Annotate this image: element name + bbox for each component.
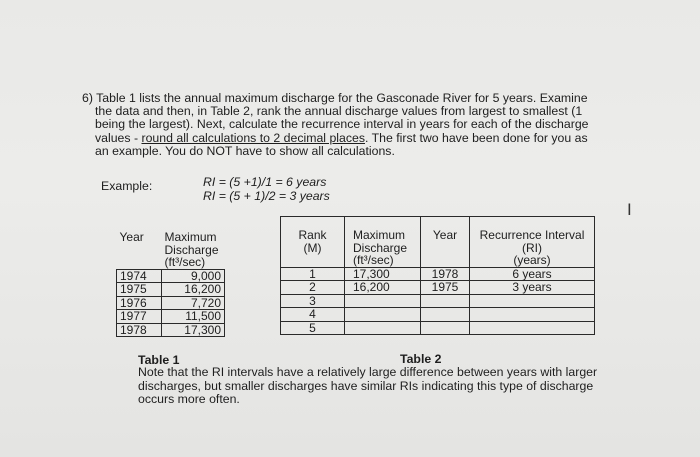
example-label: Example: (101, 179, 153, 193)
t1-header-discharge: Maximum Discharge (ft³/sec) (164, 230, 219, 269)
t2-year-input[interactable] (421, 321, 470, 335)
table-row: 4 (281, 308, 595, 322)
example-line-2: RI = (5 + 1)/2 = 3 years (203, 188, 330, 203)
t2-ri-input[interactable] (470, 321, 595, 335)
rounding-instruction: round all calculations to 2 decimal places (141, 130, 366, 145)
table-row: 1978 17,300 (117, 323, 225, 337)
table-1 (116, 231, 225, 337)
table-2 (280, 216, 595, 335)
table-row: 1 17,300 1978 6 years (281, 267, 595, 281)
question-number: 6) (82, 91, 93, 105)
text-cursor-icon: I (627, 200, 632, 219)
table-row: 1977 11,500 (117, 310, 225, 324)
t2-header-year: Year (421, 217, 470, 268)
t2-discharge-input[interactable] (345, 321, 421, 335)
t2-header-rank: Rank (M) (298, 228, 327, 255)
t2-year-input[interactable] (421, 294, 470, 308)
t1-header-year: Year (119, 230, 144, 244)
t2-ri-input[interactable] (470, 308, 595, 322)
table-row: 1975 16,200 (117, 283, 225, 297)
t2-header-discharge: Maximum Discharge (ft³/sec) (345, 217, 421, 268)
table-row: 1976 7,720 (117, 296, 225, 310)
example-line-1: RI = (5 +1)/1 = 6 years (203, 175, 327, 189)
table-2-header (281, 217, 595, 268)
table-1-caption: Table 1 (138, 353, 180, 367)
t2-ri-input[interactable] (470, 294, 595, 308)
t2-discharge-input[interactable] (345, 294, 421, 308)
note-text: Note that the RI intervals have a relatively large difference between years with larger discharges, but smaller discharges have similar RIs indicating this type of discharge occurs more often. (138, 365, 598, 407)
t2-discharge-input[interactable] (345, 308, 421, 322)
table-row: 2 16,200 1975 3 years (281, 281, 595, 295)
example-calculations (203, 176, 330, 203)
table-2-caption: Table 2 (400, 352, 442, 366)
table-row: 5 (281, 321, 595, 335)
question-text: 6) Table 1 lists the annual maximum discharge for the Gasconade River for 5 years. Examine the data and then, in Table 2, rank the annual discharge values from largest to smallest (1 being the largest). Next, calculate the recurrence interval in years for each of the discharge values - round all calculations to 2 decimal places. The first two have been done for you as an example. You do NOT have to show all calculations. (82, 91, 589, 158)
table-row: 1974 9,000 (117, 269, 225, 283)
table-1-header (117, 231, 225, 269)
t2-year-input[interactable] (421, 308, 470, 322)
table-row: 3 (281, 294, 595, 308)
t2-header-ri: Recurrence Interval (RI) (years) (470, 217, 595, 268)
